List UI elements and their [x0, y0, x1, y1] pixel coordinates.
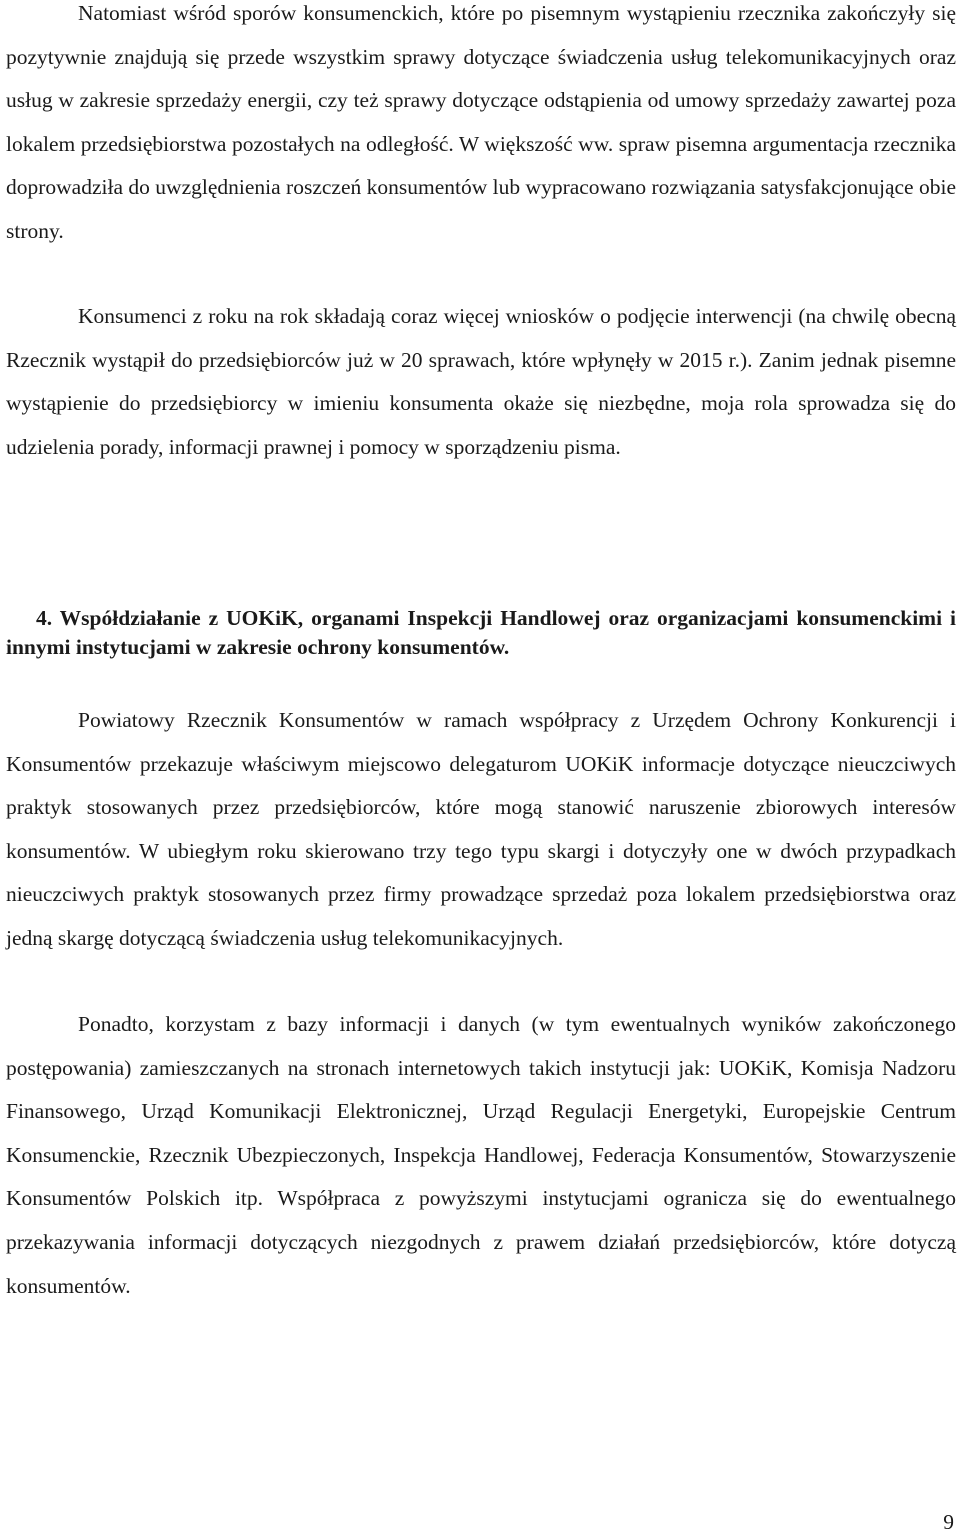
page-number: 9	[943, 1510, 954, 1534]
paragraph-intervention-requests: Konsumenci z roku na rok składają coraz więcej wniosków o podjęcie interwencji (na chwilę obecną Rzecznik wystąpił do przedsiębiorców już w 20 sprawach, które wpłynęły w 2015 r.). Zanim jednak pisemne wystąpienie do przedsiębiorcy w imieniu konsumenta okaże się niezbędne, moja rola sprowadza się do udzielenia porady, informacji prawnej i pomocy w sporządzeniu pisma.	[6, 304, 956, 459]
paragraph-disputes-outcome: Natomiast wśród sporów konsumenckich, które po pisemnym wystąpieniu rzecznika zakończyły się pozytywnie znajdują się przede wszystkim sprawy dotyczące świadczenia usług telekomunikacyjnych oraz usług w zakresie sprzedaży energii, czy też sprawy dotyczące odstąpienia od umowy sprzedaży zawartej poza lokalem przedsiębiorstwa pozostałych na odległość. W większość ww. spraw pisemna argumentacja rzecznika doprowadziła do uwzględnienia roszczeń konsumentów lub wypracowano rozwiązania satysfakcjonujące obie strony.	[6, 1, 956, 243]
section-heading: 4. Współdziałanie z UOKiK, organami Inspekcji Handlowej oraz organizacjami konsumenckimi i innymi instytucjami w zakresie ochrony konsumentów.	[6, 606, 956, 659]
paragraph-institutions-database: Ponadto, korzystam z bazy informacji i danych (w tym ewentualnych wyników zakończonego postępowania) zamieszczanych na stronach internetowych takich instytucji jak: UOKiK, Komisja Nadzoru Finansowego, Urząd Komunikacji Elektronicznej, Urząd Regulacji Energetyki, Europejskie Centrum Konsumenckie, Rzecznik Ubezpieczonych, Inspekcja Handlowej, Federacja Konsumentów, Stowarzyszenie Konsumentów Polskich itp. Współpraca z powyższymi instytucjami ogranicza się do ewentualnego przekazywania informacji dotyczących niezgodnych z prawem działań przedsiębiorców, które dotyczą konsumentów.	[6, 1012, 956, 1298]
paragraph-uokik-cooperation: Powiatowy Rzecznik Konsumentów w ramach współpracy z Urzędem Ochrony Konkurencji i Konsumentów przekazuje właściwym miejscowo delegaturom UOKiK informacje dotyczące nieuczciwych praktyk stosowanych przez przedsiębiorców, które mogą stanowić naruszenie zbiorowych interesów konsumentów. W ubiegłym roku skierowano trzy tego typu skargi i dotyczyły one w dwóch przypadkach nieuczciwych praktyk stosowanych przez firmy prowadzące sprzedaż poza lokalem przedsiębiorstwa oraz jedną skargę dotyczącą świadczenia usług telekomunikacyjnych.	[6, 708, 956, 950]
